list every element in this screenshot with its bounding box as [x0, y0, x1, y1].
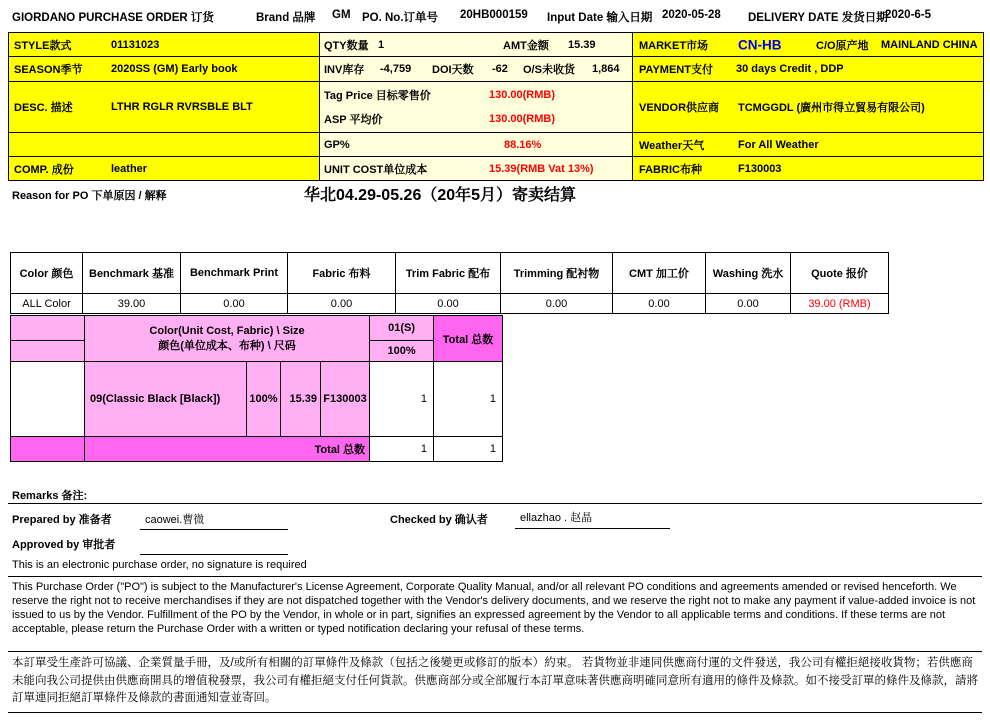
doc-title: GIORDANO PURCHASE ORDER 订货 [12, 12, 214, 24]
cell-benchmark: 39.00 [83, 294, 181, 314]
brand-label: Brand 品牌 [256, 12, 316, 24]
checked-by-label: Checked by 确认者 [390, 514, 488, 526]
divider-line [8, 503, 982, 504]
os-label: O/S未收货 [523, 64, 575, 76]
cell-benchmark-print: 0.00 [181, 294, 288, 314]
empty-cell [9, 133, 319, 157]
total-header: Total 总数 [434, 316, 503, 362]
vendor-cell [633, 82, 983, 133]
fabric-cell [633, 157, 983, 180]
inventory-cell [319, 57, 633, 82]
comp-label: COMP. 成份 [14, 163, 74, 176]
season-label: SEASON季节 [14, 64, 83, 76]
settlement-title: 华北04.29-05.26（20年5月）寄卖结算 [303, 187, 577, 204]
total-qty-cell: 1 [370, 437, 434, 462]
divider-line [8, 712, 982, 713]
input-date-label: Input Date 输入日期 [547, 12, 653, 24]
checked-by-name: ellazhao . 赵晶 [520, 512, 593, 524]
cell-trimming: 0.00 [501, 294, 613, 314]
qty-value: 1 [378, 38, 385, 51]
country-origin-value: MAINLAND CHINA [881, 38, 978, 51]
approved-by-label: Approved by 审批者 [12, 539, 116, 551]
season-cell [9, 57, 319, 82]
color-cost-cell: 15.39 [281, 362, 321, 437]
approved-signature-line [140, 554, 288, 555]
brand-value: GM [332, 9, 351, 21]
prepared-signature-line [140, 529, 288, 530]
terms-english: This Purchase Order ("PO") is subject to the Manufacturer's License Agreement, Corporate Quality Manual, and/or all relevant PO conditions and agreements amended or revised henceforth. We reserve the right not to receive merchandises if they are not dispatched together with the Vendor's delivery documents, and we reserve the right not to make any payment if value-added invoice is not issued to us by the Vendor. Fulfillment of the PO by the Vendor, in whole or in part, signifies an expressed agreement by the Vendor to all applicable terms and conditions. If these terms are not acceptable, please return the Purchase Order with a written or typed notification declaring your refusal of these terms. [12, 581, 976, 635]
divider-line [8, 651, 982, 652]
grand-total-cell: 1 [434, 437, 503, 462]
tag-price-label: Tag Price 目标零售价 [324, 90, 431, 102]
cell-color: ALL Color [11, 294, 83, 314]
order-info-grid [8, 32, 984, 181]
fabric-label: FABRIC布种 [639, 163, 702, 176]
unit-cost-cell [319, 157, 633, 180]
col-header: Trimming 配衬物 [501, 253, 613, 294]
total-label-cell: Total 总数 [85, 437, 370, 462]
style-value: 01131023 [111, 38, 160, 51]
doi-value: -62 [492, 63, 508, 75]
color-pct-cell: 100% [247, 362, 281, 437]
electronic-po-note: This is an electronic purchase order, no signature is required [12, 559, 307, 571]
market-cell [633, 33, 983, 57]
remarks-label: Remarks 备注: [12, 490, 88, 502]
color-name-cell: 09(Classic Black [Black]) [85, 362, 247, 437]
color-fabric-cell: F130003 [321, 362, 370, 437]
cell-fabric: 0.00 [288, 294, 396, 314]
amt-label: AMT金额 [503, 39, 549, 52]
col-header: Benchmark 基准 [83, 253, 181, 294]
asp-label: ASP 平均价 [324, 114, 383, 126]
inv-label: INV库存 [324, 64, 365, 76]
benchmark-header-row [11, 253, 889, 294]
terms-chinese: 本訂單受生產許可協議、企業質量手冊，及/或所有相關的訂單條件及條款（包括之後變更或修訂的版本）約束。 若貨物並非連同供應商付運的文件發送，我公司有權拒絕接收貨物；若供應商未能向我公司提供由供應商開具的增值稅發票，我公司有權拒絕支付任何貨款。供應商部分或全部履行本訂單意味著供應商明確同意所有適用的條件及條款。如不接受訂單的條件及條款，請將訂單連同拒絕訂單條件及條款的書面通知壹並寄回。 [12, 657, 978, 704]
weather-cell [633, 133, 983, 157]
style-label: STYLE款式 [14, 39, 72, 52]
prepared-by-label: Prepared by 准备者 [12, 514, 112, 526]
unit-cost-label: UNIT COST单位成本 [324, 163, 428, 176]
vendor-label: VENDOR供应商 [639, 102, 720, 114]
amt-value: 15.39 [568, 38, 596, 51]
country-origin-label: C/O原产地 [816, 39, 869, 52]
market-label: MARKET市场 [639, 39, 709, 52]
col-header: Benchmark Print [181, 253, 288, 294]
delivery-date-label: DELIVERY DATE 发货日期 [748, 12, 888, 24]
vendor-value: TCMGGDL (廣州市得立貿易有限公司) [738, 102, 925, 114]
tag-price-value: 130.00(RMB) [489, 89, 556, 101]
cell-cmt: 0.00 [613, 294, 706, 314]
checked-signature-line [515, 528, 670, 529]
size-breakdown-table [10, 315, 503, 462]
po-number-value: 20HB000159 [460, 9, 528, 21]
weather-label: Weather天气 [639, 139, 705, 152]
col-header: Quote 报价 [791, 253, 889, 294]
season-value: 2020SS (GM) Early book [111, 63, 238, 75]
os-value: 1,864 [592, 63, 620, 75]
col-header: CMT 加工价 [613, 253, 706, 294]
cell-trim-fabric: 0.00 [396, 294, 501, 314]
color-data-row [11, 362, 503, 437]
unit-cost-value: 15.39(RMB Vat 13%) [489, 162, 594, 175]
market-value: CN-HB [738, 37, 782, 52]
color-size-header: Color(Unit Cost, Fabric) \ Size 颜色(单位成本、布种) \ 尺码 [85, 316, 370, 362]
style-cell [9, 33, 319, 57]
reason-label: Reason for PO 下单原因 / 解释 [12, 190, 167, 202]
comp-cell [9, 157, 319, 180]
payment-value: 30 days Credit , DDP [736, 63, 844, 75]
row-total-cell: 1 [434, 362, 503, 437]
payment-cell [633, 57, 983, 82]
po-number-label: PO. No.订单号 [362, 12, 439, 24]
input-date-value: 2020-05-28 [662, 9, 721, 21]
cell-washing: 0.00 [706, 294, 791, 314]
gp-cell [319, 133, 633, 157]
gp-value: 88.16% [504, 138, 542, 151]
prepared-by-name: caowei.曹微 [145, 514, 205, 526]
size-code-header: 01(S) [370, 316, 434, 341]
desc-value: LTHR RGLR RVRSBLE BLT [111, 101, 253, 113]
corner-cell [11, 316, 85, 341]
benchmark-data-row [11, 294, 889, 314]
payment-label: PAYMENT支付 [639, 64, 713, 76]
col-header: Trim Fabric 配布 [396, 253, 501, 294]
col-header: Color 颜色 [11, 253, 83, 294]
qty-cell: 1 [370, 362, 434, 437]
qty-amt-cell [319, 33, 633, 57]
size-pct-header: 100% [370, 341, 434, 362]
corner-cell [11, 341, 85, 362]
col-header: Washing 洗水 [706, 253, 791, 294]
desc-cell [9, 82, 319, 133]
price-cell [319, 82, 633, 133]
size-total-row [11, 437, 503, 462]
weather-value: For All Weather [738, 138, 819, 151]
benchmark-table [10, 252, 889, 314]
divider-line [8, 576, 982, 577]
asp-value: 130.00(RMB) [489, 113, 556, 125]
gp-label: GP% [324, 138, 350, 151]
comp-value: leather [111, 162, 148, 175]
total-spacer [11, 437, 85, 462]
desc-label: DESC. 描述 [14, 102, 73, 114]
fabric-value: F130003 [738, 162, 782, 175]
row-spacer [11, 362, 85, 437]
size-header-row-1 [11, 316, 503, 341]
col-header: Fabric 布料 [288, 253, 396, 294]
delivery-date-value: 2020-6-5 [885, 9, 932, 21]
doi-label: DOI天数 [432, 64, 474, 76]
cell-quote: 39.00 (RMB) [791, 294, 889, 314]
qty-label: QTY数量 [324, 39, 369, 52]
inv-value: -4,759 [380, 63, 412, 75]
